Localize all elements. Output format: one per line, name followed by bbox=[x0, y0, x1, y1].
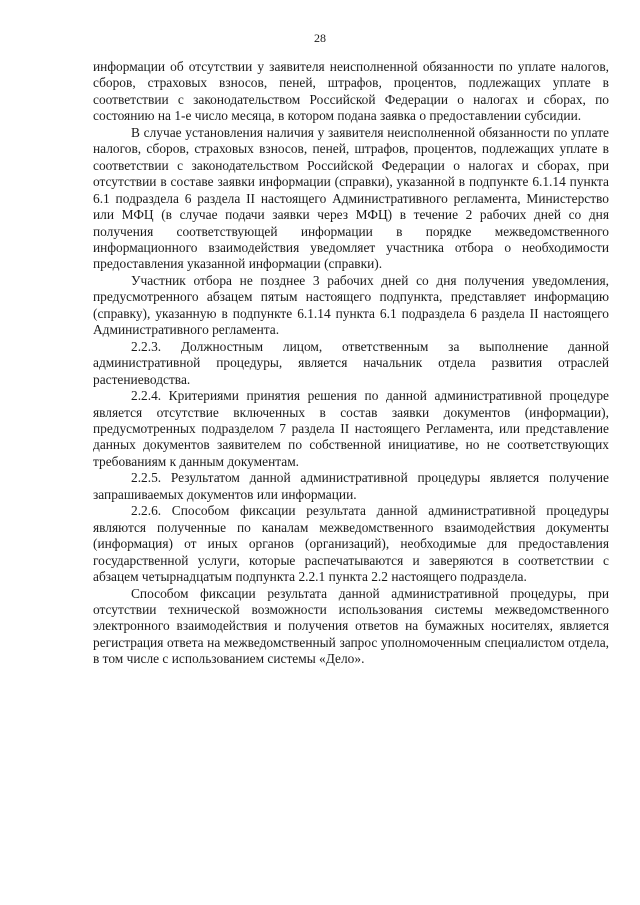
paragraph-2-2-6: 2.2.6. Способом фиксации результата данной административной процедуры являются полученные по каналам межведомственного взаимодействия документы (информация) от иных органов (организаций), необходимые для предоставления государственной услуги, которые распечатываются и заверяются в соответствии с абзацем четырнадцатым подпункта 2.2.1 пункта 2.2 настоящего подраздела. bbox=[93, 503, 609, 585]
paragraph-tax-debt-notice: В случае установления наличия у заявителя неисполненной обязанности по уплате налогов, сборов, страховых взносов, пеней, штрафов, процентов, подлежащих уплате в соответствии с законодательством Российской Федерации о налогах и сборах, при отсутствии в составе заявки информации (справки), указанной в подпункте 6.1.14 пункта 6.1 подраздела 6 раздела II настоящего Административного регламента, Министерство или МФЦ (в случае подачи заявки через МФЦ) в течение 2 рабочих дней со дня получения соответствующей информации в порядке межведомственного информационного взаимодействия уведомляет участника отбора о необходимости предоставления указанной информации (справки). bbox=[93, 124, 609, 272]
paragraph-participant-response: Участник отбора не позднее 3 рабочих дней со дня получения уведомления, предусмотренного абзацем пятым настоящего подпункта, представляет информацию (справку), указанную в подпункте 6.1.14 пункта 6.1 подраздела 6 раздела II настоящего Административного регламента. bbox=[93, 272, 609, 338]
paragraph-continuation: информации об отсутствии у заявителя неисполненной обязанности по уплате налогов, сборов, страховых взносов, пеней, штрафов, процентов, подлежащих уплате в соответствии с законодательством Российской Федерации о налогах и сборах, по состоянию на 1-е число месяца, в котором подана заявка о предоставлении субсидии. bbox=[93, 59, 609, 124]
page-number: 28 bbox=[314, 31, 326, 45]
paragraph-2-2-3: 2.2.3. Должностным лицом, ответственным за выполнение данной административной процедуры, является начальник отдела развития отраслей растениеводства. bbox=[93, 338, 609, 387]
paragraph-2-2-4: 2.2.4. Критериями принятия решения по данной административной процедуре является отсутствие включенных в состав заявки документов (информации), предусмотренных подразделом 7 раздела II настоящего Регламента, или представление данных документов заявителем по собственной инициативе, но не соответствующих требованиям к данным документам. bbox=[93, 388, 609, 469]
paragraph-2-2-5: 2.2.5. Результатом данной административной процедуры является получение запрашиваемых документов или информации. bbox=[93, 470, 609, 502]
paragraph-fixation-method: Способом фиксации результата данной административной процедуры, при отсутствии технической возможности использования системы межведомственного электронного взаимодействия и получения ответов на бумажных носителях, является регистрация ответа на межведомственный запрос уполномоченным специалистом отдела, в том числе с использованием системы «Дело». bbox=[93, 585, 609, 667]
document-body bbox=[93, 59, 609, 668]
